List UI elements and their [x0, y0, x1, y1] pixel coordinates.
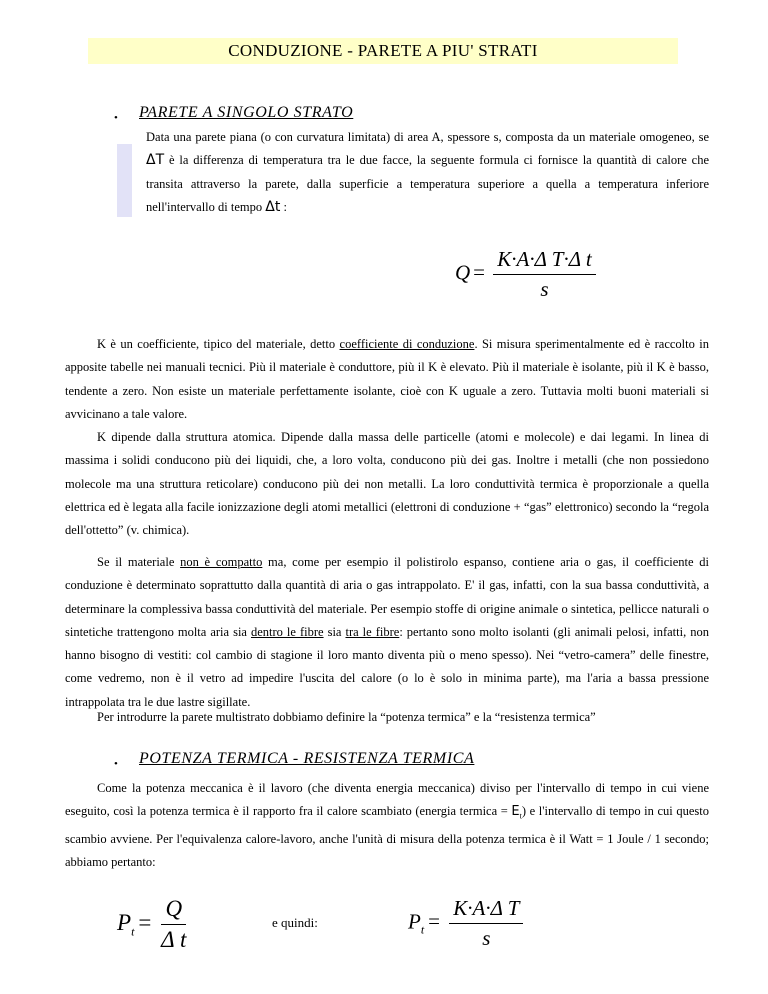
side-highlight-bar	[117, 144, 132, 217]
formula-denominator: Δ t	[161, 927, 187, 952]
section-heading-thermal-power: POTENZA TERMICA - RESISTENZA TERMICA	[139, 750, 475, 767]
body-paragraphs-4	[65, 777, 709, 875]
formula-denominator: s	[540, 277, 549, 301]
paragraph-coefficient: K è un coefficiente, tipico del materiale, detto coefficiente di conduzione. Si misura sperimentalmente ed è raccolto in apposite tabelle nei manuali tecnici. Più il materiale è conduttore, più il K è elevato. Più il materiale è isolante, più il K è basso, tendente a zero. Non esiste un materiale perfettamente isolante, cioè con K uguale a zero. Tuttavia molti buoni materiali si avvicinano a tale valore.	[65, 337, 709, 421]
body-paragraphs-3	[65, 706, 709, 729]
heat-formula: Q = $\frac{\text{K·A·Δ T·Δ t}}{s}$	[455, 247, 596, 302]
formula-denominator: s	[482, 926, 491, 950]
paragraph-non-compact: Se il materiale non è compatto ma, come per esempio il polistirolo espanso, contiene aria o gas, il coefficiente di conduzione è determinato soprattutto dalla quantità di aria o gas intrappolato. E' il gas, infatti, con la sua bassa conduttività, a determinare la complessiva bassa conduttività del materiale. Per esempio stoffe di origine animale o sintetica, pellicce naturali o sintetiche trattengono molta aria sia dentro le fibre sia tra le fibre: pertanto sono molto isolanti (gli animali pelosi, infatti, non hanno bisogno di vestiti: col cambio di stagione il loro manto diventa più o meno spesso). Nei “vetro-camera” delle finestre, come vedremo, non è il vetro ad impedire l'uscita del calore (o lo è solo in minima parte), ma l'aria a bassa pressione intrappolata tra le due lastre sigillate.	[65, 555, 709, 709]
formula-numerator: K·A·Δ T	[449, 896, 523, 924]
paragraph-thermal-power: Come la potenza meccanica è il lavoro (che diventa energia meccanica) diviso per l'intervallo di tempo in cui viene eseguito, così la potenza termica è il rapporto fra il calore scambiato (energia termica = $E_t$) e l'intervallo di tempo in cui questo scambio avviene. Per l'equivalenza calore-lavoro, anche l'unità di misura della potenza termica è il Watt = 1 Joule / 1 secondo; abbiamo pertanto:	[65, 781, 709, 870]
power-formula-2: $P_t$ = $\frac{\text{K·A·Δ T}}{s}$	[408, 896, 523, 951]
paragraph-atomic-structure: K dipende dalla struttura atomica. Dipende dalla massa delle particelle (atomi e molecole) e dai legami. In linea di massima i solidi conducono più dei liquidi, che, a loro volta, conducono più dei gas. Inoltre i metalli (che non possiedono molecole ma una struttura reticolare) conducono più dei non metalli. La loro conduttività termica è proporzionale a quella elettrica ed è legata alla facile ionizzazione degli atomi metallici (elettroni di conduzione + “gas” elettronico) secondo la “regola dell'ottetto” (v. chimica).	[65, 430, 709, 538]
body-paragraphs-2	[65, 551, 709, 714]
formula-numerator: K·A·Δ T·Δ t	[493, 247, 596, 275]
formula-numerator: Q	[161, 896, 186, 925]
power-formula-1-fraction	[161, 896, 186, 953]
power-formula-2-fraction	[449, 896, 523, 951]
bullet-marker: •	[114, 758, 118, 770]
heat-formula-fraction	[493, 247, 596, 302]
intro-paragraph: Data una parete piana (o con curvatura limitata) di area A, spessore s, composta da un materiale omogeneo, se ΔT è la differenza di temperatura tra le due facce, la seguente formula ci fornisce la quantità di calore che transita attraverso la parete, dalla superficie a temperatura superiore a quella a temperatura inferiore nell'intervallo di tempo Δt :	[146, 130, 709, 215]
bullet-marker: •	[114, 112, 118, 124]
page-title: CONDUZIONE - PARETE A PIU' STRATI	[88, 38, 678, 64]
body-paragraphs-1	[65, 333, 709, 543]
connector-text: e quindi:	[272, 915, 318, 930]
section-heading-single-layer: PARETE A SINGOLO STRATO	[139, 104, 354, 121]
power-formula-1: $P_t$ = $\frac{Q}{\text{Δ t}}$	[117, 896, 187, 952]
paragraph-introduce-multilayer: Per introdurre la parete multistrato dobbiamo definire la “potenza termica” e la “resistenza termica”	[97, 710, 596, 724]
